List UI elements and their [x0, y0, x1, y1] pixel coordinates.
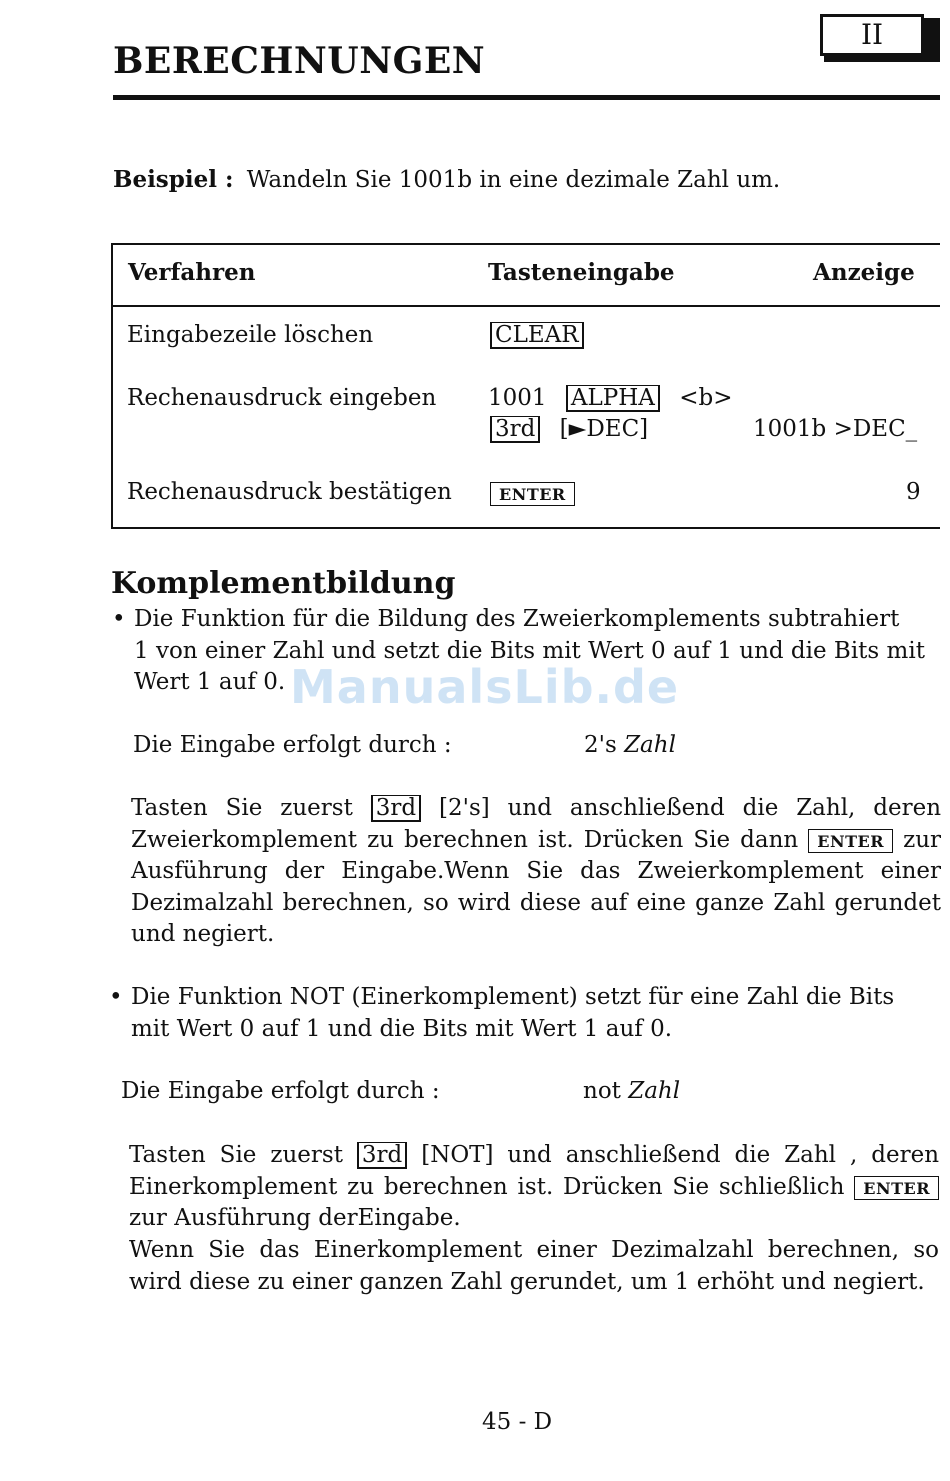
- bullet1-line3: Wert 1 auf 0.: [134, 669, 286, 695]
- bullet1-syntax-arg: Zahl: [624, 732, 676, 758]
- bullet-dot-2: •: [109, 984, 123, 1010]
- row-procedure-enter-expression: Rechenausdruck eingeben: [127, 385, 437, 411]
- bullet1-syntax: [584, 730, 676, 761]
- example-line: [113, 164, 780, 196]
- bullet1-line1: Die Funktion für die Bildung des Zweierkomplements subtrahiert: [134, 606, 900, 632]
- bullet1-paragraph: [131, 793, 941, 951]
- bullet1-syntax-prefix: 2's: [584, 732, 617, 758]
- bullet1-para-end: zur Ausführung der Eingabe.Wenn Sie das Zweierkomplement einer Dezimalzahl berechnen, so wird diese auf eine ganze Zahl gerundet und negiert.: [131, 826, 942, 947]
- bullet1-para-start: Tasten Sie zuerst: [131, 795, 353, 821]
- input-b: <b>: [679, 385, 733, 411]
- third-key-inline-2: 3rd: [357, 1142, 407, 1169]
- row-keys-line1: [488, 383, 732, 414]
- section-title: Komplementbildung: [111, 566, 456, 601]
- row-procedure-confirm: Rechenausdruck bestätigen: [127, 479, 452, 505]
- enter-key-cell: [490, 478, 575, 509]
- example-label: Beispiel :: [113, 166, 234, 193]
- bullet2-line2: mit Wert 0 auf 1 und die Bits mit Wert 1 auf 0.: [131, 1016, 673, 1042]
- third-key-inline: 3rd: [371, 795, 421, 822]
- bullet2-syntax-prefix: not: [583, 1078, 621, 1104]
- enter-key: ENTER: [490, 482, 575, 506]
- bullet2-syntax-arg: Zahl: [628, 1078, 681, 1104]
- alpha-key: ALPHA: [566, 385, 660, 412]
- chapter-tab: II: [820, 14, 924, 56]
- bullet2-paragraph: [129, 1140, 939, 1235]
- chapter-tab-shadow: [824, 56, 940, 62]
- watermark: ManualsLib.de: [290, 660, 680, 714]
- bullet-dot-1: •: [112, 606, 126, 632]
- bullet2-para-end: zur Ausführung derEingabe.: [129, 1205, 461, 1231]
- bullet2-syntax: [583, 1076, 680, 1107]
- display-result: 9: [906, 479, 921, 505]
- bullet2-para-start: Tasten Sie zuerst: [129, 1142, 343, 1168]
- clear-key: CLEAR: [490, 322, 584, 349]
- header-rule: [113, 95, 940, 100]
- table-header-divider: [111, 305, 940, 307]
- table-header-display: Anzeige: [813, 259, 915, 286]
- third-key: 3rd: [490, 416, 540, 443]
- bullet2-paragraph-2: Wenn Sie das Einerkomplement einer Dezimalzahl berechnen, so wird diese zu einer ganzen Zahl gerundet, um 1 erhöht und negiert.: [129, 1237, 939, 1295]
- chapter-tab-shadow-side: [924, 18, 940, 62]
- display-dec: 1001b >DEC_: [753, 416, 918, 442]
- clear-key-cell: [490, 320, 584, 351]
- page-title: BERECHNUNGEN: [113, 40, 486, 82]
- bullet2-input-label: Die Eingabe erfolgt durch :: [121, 1078, 440, 1104]
- table-header-keys: Tasteneingabe: [488, 259, 675, 286]
- bullet2-line1: Die Funktion NOT (Einerkomplement) setzt für eine Zahl die Bits: [131, 984, 895, 1010]
- bullet1-line2: 1 von einer Zahl und setzt die Bits mit Wert 0 auf 1 und die Bits mit: [134, 638, 925, 664]
- row-keys-line2: [490, 414, 648, 445]
- enter-key-inline: ENTER: [808, 829, 893, 853]
- bullet2-para-mid: [NOT] und anschließend die Zahl , deren Einerkomplement zu berechnen ist. Drücken Sie schließlich: [129, 1142, 940, 1200]
- dec-function: [►DEC]: [559, 416, 649, 442]
- example-text: Wandeln Sie 1001b in eine dezimale Zahl um.: [246, 167, 781, 193]
- bullet1-para-mid: [2's] und anschließend die Zahl, deren Zweierkomplement zu berechnen ist. Drücken Sie dann: [131, 795, 942, 853]
- page-number: 45 - D: [482, 1409, 553, 1435]
- bullet1-input-label: Die Eingabe erfolgt durch :: [133, 732, 452, 758]
- enter-key-inline-2: ENTER: [854, 1176, 939, 1200]
- table-header-procedure: Verfahren: [128, 259, 256, 286]
- input-number: 1001: [488, 385, 547, 411]
- row-procedure-clear: Eingabezeile löschen: [127, 322, 374, 348]
